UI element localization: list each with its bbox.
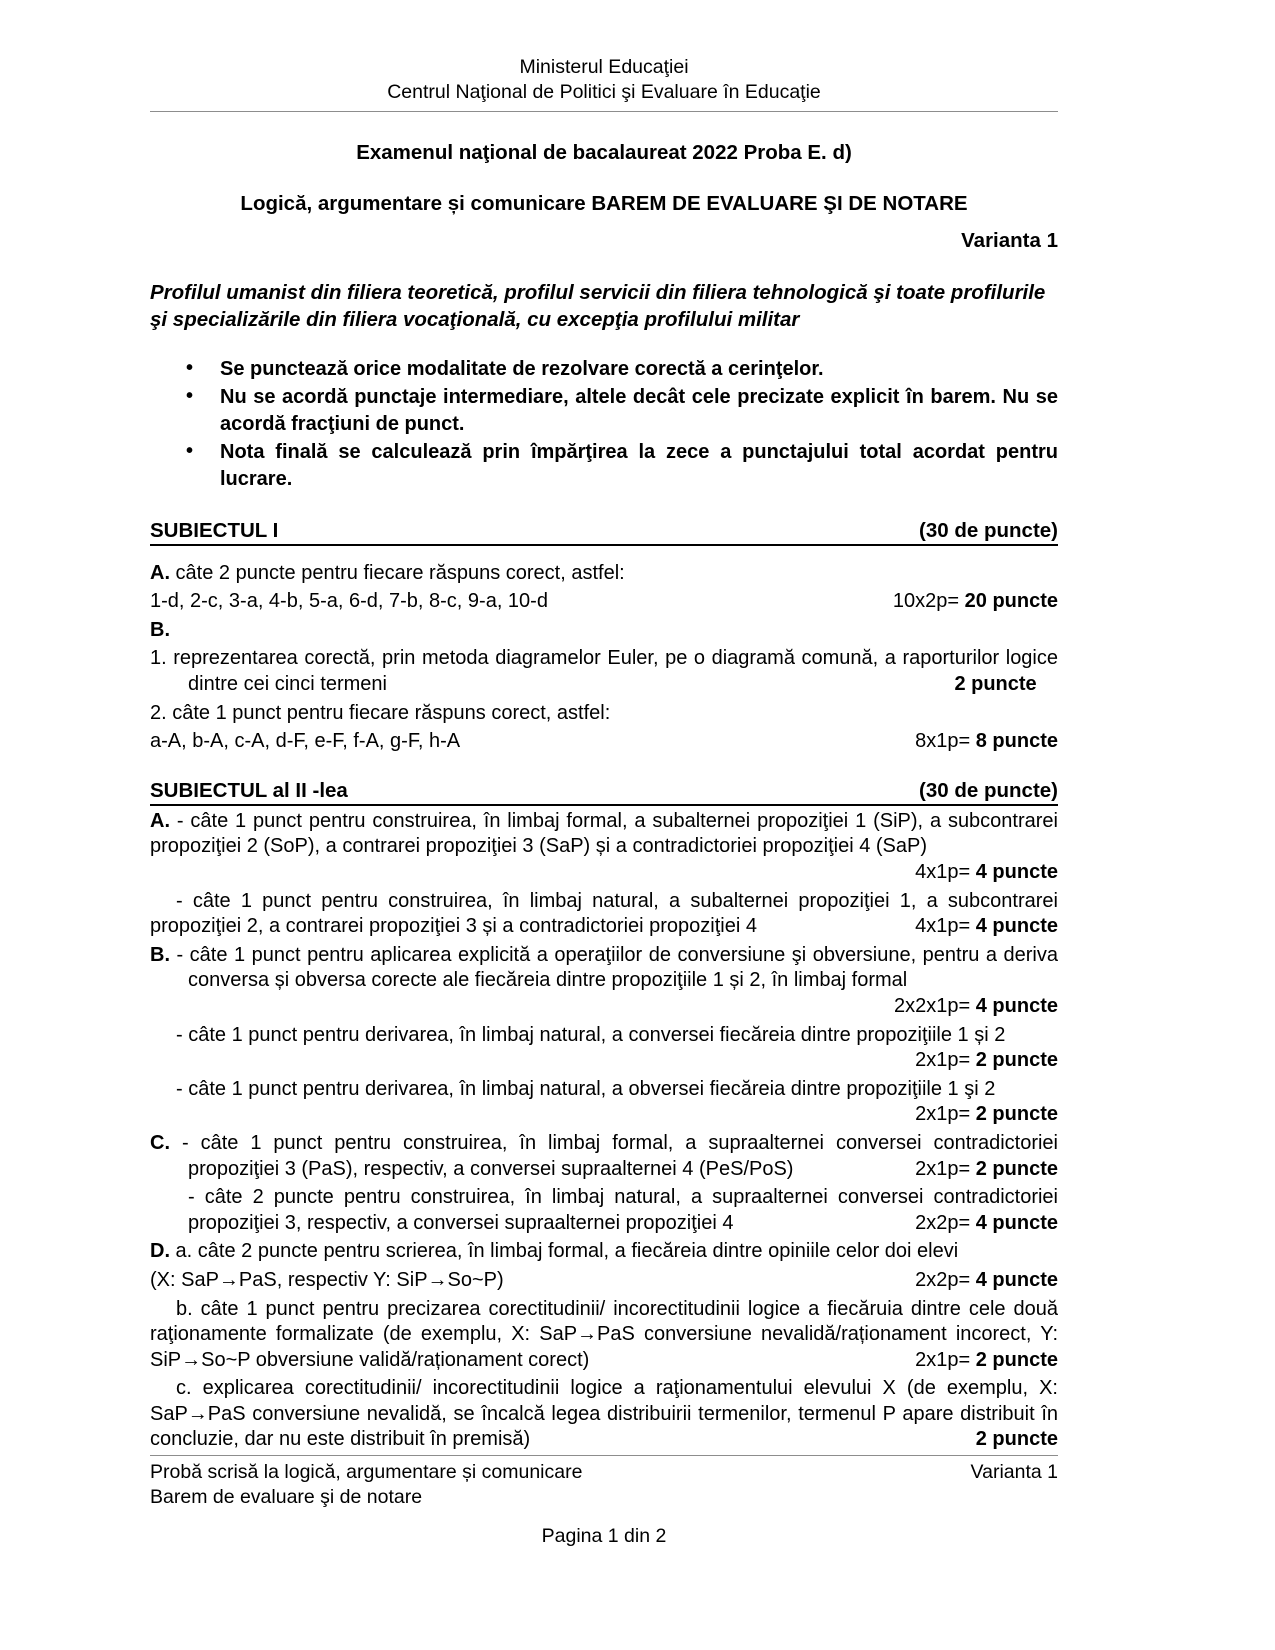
subject2-a-line1-score-value: 4 puncte [975,861,1058,883]
subject2-d-a-score [915,1268,1058,1294]
footer-variant: Varianta 1 [970,1461,1058,1483]
footer-top-row [150,1460,1058,1485]
subject1-a-score [893,589,1058,615]
subject2-c-line1-score-calc: 2x1p= [915,1157,976,1180]
subject-2-points: (30 de puncte) [919,778,1058,802]
subject2-d-b-score [867,1348,1058,1374]
subject2-d-b-text: b. câte 1 punct pentru precizarea corectitudinii/ incorectitudinii logice a fiecăruia dintre cele două raţionamente formalizate (de exemplu, X: SaP→PaS conversiune nevalidă/raționament incorect, Y: SiP→So~P obversiune validă/raționament corect) [150,1297,1058,1371]
subject2-b-line3-score-value: 2 puncte [975,1103,1058,1126]
spacer [150,546,1058,558]
subject2-c-line2-score [893,1211,1058,1237]
list-item: • Nu se acordă punctaje intermediare, altele decât cele precizate explicit în barem. Nu se acordă fracţiuni de punct. [186,384,1058,437]
subject2-b-line2-text: - câte 1 punct pentru derivarea, în limbaj natural, a conversei fiecăreia dintre propoziţiile 1 și 2 [176,1023,1006,1046]
exam-subject: Logică, argumentare și comunicare [240,191,586,215]
subject2-c-label: C. [150,1131,170,1154]
subject-2-title: SUBIECTUL al II -lea [150,778,348,802]
page-footer [150,1455,1058,1548]
subject2-d-b-line [150,1297,1058,1374]
subject2-c-line2-score-value: 4 puncte [975,1211,1058,1234]
subject2-d-b-score-calc: 2x1p= [915,1348,976,1371]
ministry-line-1: Ministerul Educaţiei [519,56,689,78]
institution-header [150,0,1058,105]
subject1-b-item1-score: 2 puncte [954,673,1037,696]
subject2-a-line2-text: - câte 1 punct pentru construirea, în limbaj natural, a subalternei propoziţiei 1, a subcontrarei propoziţiei 2, a contrarei propoziţiei 3 și a contradictoriei propoziţiei 4 [150,889,1058,938]
document-type: BAREM DE EVALUARE ŞI DE NOTARE [591,191,968,215]
exam-title: Examenul naţional de bacalaureat 2022 [356,140,738,164]
subject1-b-item2-score-calc: 8x1p= [915,730,976,753]
ministry-line-2: Centrul Naţional de Politici şi Evaluare în Educaţie [387,80,821,103]
subject2-a-line1-text: - câte 1 punct pentru construirea, în limbaj formal, a subalternei propoziţiei 1 (SiP), a subcontrarei propoziţiei 2 (SoP), a contrarei propoziţiei 3 (SaP) și a contradictoriei propoziţiei 4 (SaP) [150,809,1058,858]
subject2-a-line1-score-calc: 4x1p= [915,861,976,883]
subject2-a-line2-score-calc: 4x1p= [915,915,976,938]
subject2-d-b-score-value: 2 puncte [975,1348,1058,1371]
subject-1-heading [150,519,1058,546]
subject1-b-item2-text: 2. câte 1 punct pentru fiecare răspuns corect, astfel: [150,701,611,724]
subject2-d-c-line [150,1376,1058,1453]
subject2-b-line2-score-calc: 2x1p= [915,1049,976,1072]
subject1-a-intro-text: câte 2 puncte pentru fiecare răspuns corect, astfel: [170,561,625,584]
profile-note: Profilul umanist din filiera teoretică, profilul servicii din filiera tehnologică şi toate profilurile şi specializările din filiera vocaţională, cu excepţia profilului militar [150,281,1046,332]
subject1-b-item2-score [915,729,1058,755]
subject2-d-label: D. [150,1240,170,1263]
subject2-a-line2-score [867,914,1058,940]
list-item: • Nota finală se calculează prin împărţirea la zece a punctajului total acordat pentru lucrare. [186,439,1058,492]
subject1-b-item1 [150,646,1058,697]
subject2-c-line2 [150,1185,1058,1236]
subject2-d-a-formula-row [150,1268,1058,1294]
subject2-d-a-line [150,1239,1058,1265]
subject2-c-line1-text: - câte 1 punct pentru construirea, în limbaj formal, a supraalternei conversei contradictoriei propoziţiei 3 (PaS), respectiv, a conversei supraalternei 4 (PeS/PoS) [170,1131,1058,1180]
subject2-a-line2-score-value: 4 puncte [975,915,1058,938]
subject-2-heading [150,779,1058,806]
subject2-a-label: A. [150,809,170,832]
subject2-c-line1-score-value: 2 puncte [975,1157,1058,1180]
subject2-c-line1-score [915,1157,1058,1183]
subject1-a-score-calc: 10x2p= [892,590,965,613]
subject2-d-a-score-calc: 2x2p= [915,1268,976,1291]
footer-exam-name: Probă scrisă la logică, argumentare și comunicare [150,1461,583,1483]
variant-label: Varianta 1 [961,229,1058,253]
subject2-b-line1-text: - câte 1 punct pentru aplicarea explicită a operaţiilor de conversiune şi obversiune, pentru a deriva conversa și obversa corecte ale fiecăreia dintre propoziţiile 1 și 2, în limbaj formal [170,943,1058,992]
grading-notes-list [150,356,1058,493]
exam-title-block [150,140,1058,217]
list-item: • Se punctează orice modalitate de rezolvare corectă a cerinţelor. [186,356,1058,383]
subject2-a-line2 [150,889,1058,940]
subject2-b-line2-score [150,1048,1058,1074]
subject-1-title: SUBIECTUL I [150,518,279,542]
subject2-b-line2 [150,1023,1058,1049]
subject-1-points: (30 de puncte) [919,518,1058,542]
subject1-b-item2-answers-row [150,729,1058,755]
subject1-a-score-value: 20 puncte [964,590,1058,613]
exam-proba: Proba E. d) [743,140,852,164]
subject2-a-line1 [150,809,1058,860]
header-divider [150,111,1058,112]
subject1-b-item2-answers: a-A, b-A, c-A, d-F, e-F, f-A, g-F, h-A [150,730,461,753]
subject2-b-line3-score-calc: 2x1p= [915,1103,976,1126]
document-content [150,0,1058,1453]
subject1-a-label: A. [150,561,170,584]
subject2-b-line3-text: - câte 1 punct pentru derivarea, în limbaj natural, a obversei fiecăreia dintre propoziţiile 1 şi 2 [176,1077,996,1100]
title-gap [150,167,1058,191]
subject2-d-a-formula: (X: SaP→PaS, respectiv Y: SiP→So~P) [150,1268,504,1291]
subject2-b-line1-score-calc: 2x2x1p= [894,994,976,1017]
subject1-b-item2-score-value: 8 puncte [975,730,1058,753]
footer-page-number: Pagina 1 din 2 [541,1524,667,1547]
footer-doc-type: Barem de evaluare şi de notare [150,1486,423,1509]
footer-divider [150,1455,1058,1456]
subject1-b-label-row [150,618,1058,644]
subject2-b-line2-score-value: 2 puncte [975,1049,1058,1072]
subject2-c-line2-score-calc: 2x2p= [915,1211,976,1234]
subject2-c-line1 [150,1131,1058,1182]
subject2-d-c-score-value: 2 puncte [975,1428,1058,1451]
subject1-b-label: B. [150,618,170,641]
subject2-a-line1-score [150,860,1058,886]
subject2-d-c-text: c. explicarea corectitudinii/ incorectitudinii logice a raţionamentului elevului X (de exemplu, X: SaP→PaS conversiune nevalidă, se încalcă legea distribuirii termenilor, termenul P apare distribuit în concluzie, dar nu este distribuit în premisă) [150,1377,1058,1451]
subject1-a-answers: 1-d, 2-c, 3-a, 4-b, 5-a, 6-d, 7-b, 8-c, 9-a, 10-d [150,590,548,613]
subject2-b-label: B. [150,943,170,966]
subject1-a-intro [150,561,1058,587]
subject1-a-answers-row [150,589,1058,615]
subject2-b-line1-score-value: 4 puncte [975,994,1058,1017]
subject1-b-item1-text: 1. reprezentarea corectă, prin metoda diagramelor Euler, pe o diagramă comună, a raporturilor logice dintre cei cinci termeni [150,647,1058,696]
subject1-b-item2-intro [150,701,1058,727]
subject2-d-a-score-value: 4 puncte [975,1268,1058,1291]
subject2-b-line1 [150,943,1058,994]
subject2-b-line3-score [150,1102,1058,1128]
subject2-b-line1-score [150,994,1058,1020]
subject2-d-a-text: a. câte 2 puncte pentru scrierea, în limbaj formal, a fiecăreia dintre opiniile celor doi elevi [170,1240,959,1263]
subject2-b-line3 [150,1077,1058,1103]
subject2-c-line2-text: - câte 2 puncte pentru construirea, în limbaj natural, a supraalternei conversei contradictoriei propoziţiei 3, respectiv, a conversei supraalternei propoziţiei 4 [188,1186,1058,1234]
